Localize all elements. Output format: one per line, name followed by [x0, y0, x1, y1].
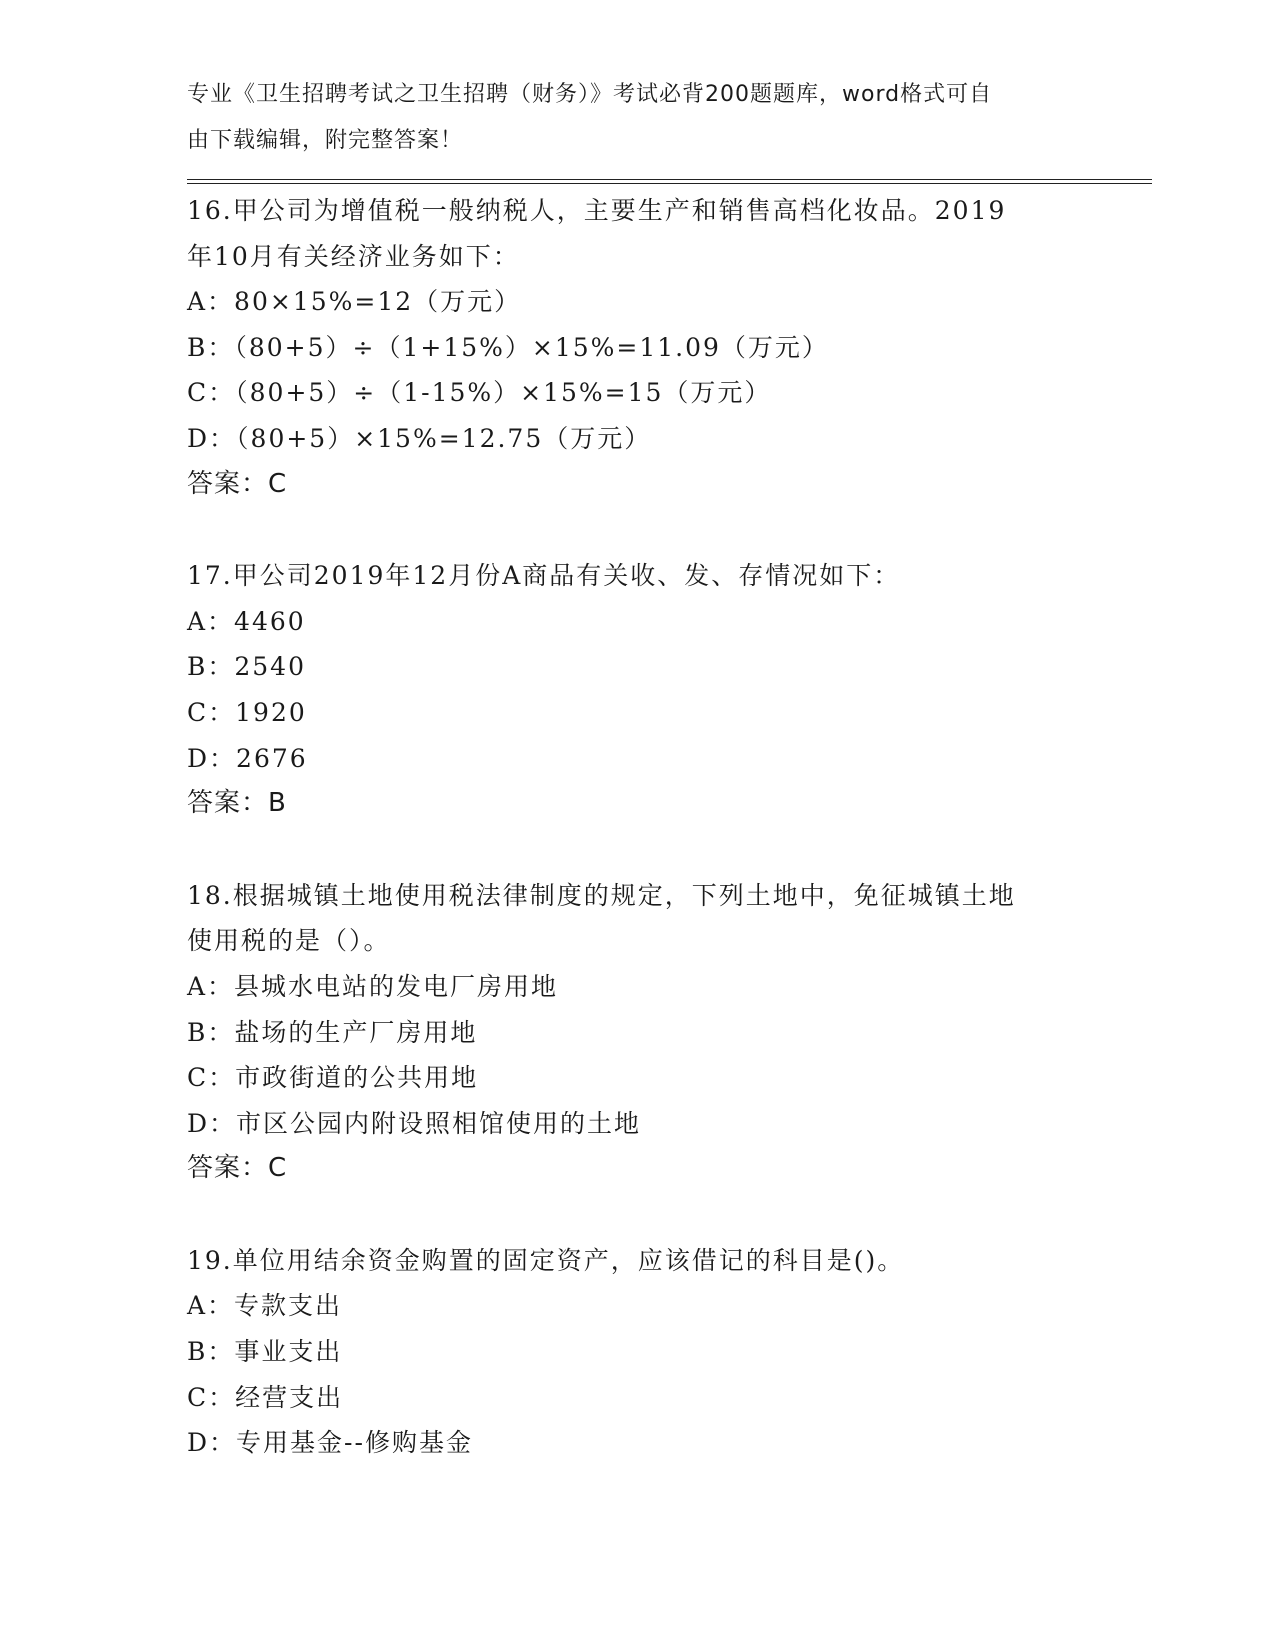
header-divider-top	[187, 179, 1152, 180]
option-d: D：2676	[187, 743, 308, 773]
spacer	[187, 507, 1087, 553]
question-stem: 年10月有关经济业务如下：	[187, 241, 520, 271]
option-d: D：专用基金--修购基金	[187, 1428, 473, 1458]
option-a: A：4460	[187, 606, 306, 636]
header-line-1: 专业《卫生招聘考试之卫生招聘（财务）》考试必背200题题库，word格式可自	[187, 82, 993, 107]
question-18	[187, 873, 1087, 1192]
question-stem: 16.甲公司为增值税一般纳税人，主要生产和销售高档化妆品。2019	[187, 196, 1007, 225]
answer: 答案：C	[187, 468, 288, 499]
answer: 答案：C	[187, 1153, 288, 1184]
option-d: D：（80+5）×15%=12.75（万元）	[187, 423, 652, 453]
option-b: B：盐场的生产厂房用地	[187, 1017, 478, 1047]
option-c: C：市政街道的公共用地	[187, 1063, 479, 1093]
document-header	[187, 72, 1067, 163]
option-a: A：80×15%=12（万元）	[187, 287, 522, 317]
option-c: C：1920	[187, 697, 307, 727]
question-stem: 17.甲公司2019年12月份A商品有关收、发、存情况如下：	[187, 561, 901, 591]
header-line-2: 由下载编辑，附完整答案！	[187, 127, 464, 153]
option-c: C：（80+5）÷（1-15%）×15%=15（万元）	[187, 378, 772, 408]
option-c: C：经营支出	[187, 1382, 344, 1412]
spacer	[187, 827, 1087, 873]
option-b: B：事业支出	[187, 1337, 343, 1367]
question-17	[187, 553, 1087, 827]
header-divider-bottom	[187, 183, 1152, 184]
option-a: A：县城水电站的发电厂房用地	[187, 971, 559, 1001]
question-stem: 19.单位用结余资金购置的固定资产，应该借记的科目是()。	[187, 1245, 905, 1275]
question-19	[187, 1238, 1087, 1466]
option-b: B：（80+5）÷（1+15%）×15%=11.09（万元）	[187, 332, 829, 362]
option-a: A：专款支出	[187, 1291, 343, 1321]
spacer	[187, 1192, 1087, 1238]
question-stem: 18.根据城镇土地使用税法律制度的规定，下列土地中，免征城镇土地	[187, 880, 1016, 910]
question-16	[187, 188, 1087, 507]
option-b: B：2540	[187, 652, 306, 682]
option-d: D：市区公园内附设照相馆使用的土地	[187, 1108, 642, 1138]
question-list	[187, 188, 1087, 1466]
answer: 答案：B	[187, 788, 287, 819]
question-stem: 使用税的是（）。	[187, 926, 391, 956]
